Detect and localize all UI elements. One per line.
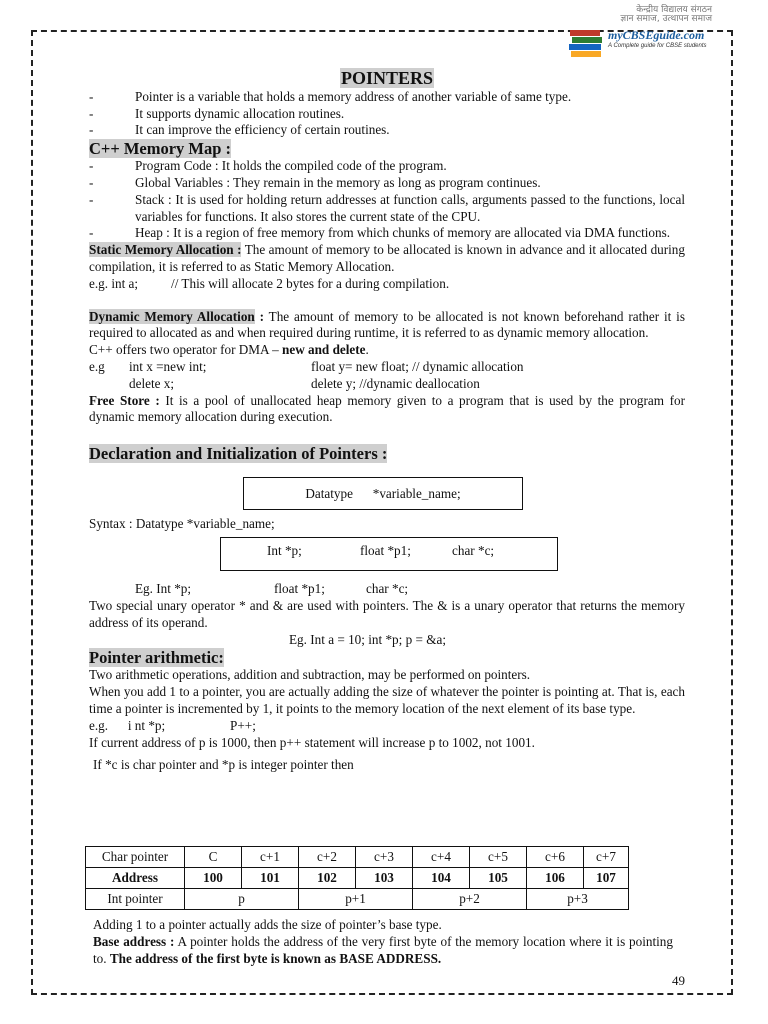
table-cell: c+7	[584, 847, 629, 868]
list-item: - Stack : It is used for holding return addresses at function calls, arguments passed to the functions, local variables for functions. It also stores the current state of the CPU.	[89, 191, 685, 224]
dma-example-row: e.g int x =new int; float y= new float; // dynamic allocation	[89, 358, 524, 374]
list-item: - Heap : It is a region of free memory from which chunks of memory are allocated via DMA functions.	[89, 225, 671, 241]
site-logo	[568, 6, 718, 58]
logo-hindi-line2: ज्ञान समाज, उत्थापन समाज	[620, 14, 712, 24]
table-cell: 107	[584, 868, 629, 889]
increment-example: e.g. i nt *p; P++;	[89, 717, 256, 733]
pointer-table	[85, 846, 629, 910]
page-number: 49	[672, 973, 685, 988]
eg-declaration-row: Eg. Int *p; float *p1; char *c;	[135, 580, 409, 596]
table-cell: c+4	[413, 847, 470, 868]
syntax-line: Syntax : Datatype *variable_name;	[89, 516, 275, 532]
table-cell: 103	[356, 868, 413, 889]
closing-text	[93, 917, 673, 967]
dynamic-allocation-paragraph: Dynamic Memory Allocation : The amount of memory to be allocated is not known beforehand rather it is required to allocated as and when required during runtime, it is referred to as dynamic memory allocation.	[89, 308, 685, 341]
table-cell: p	[185, 889, 299, 910]
logo-hindi-line1: केन्द्रीय विद्यालय संगठन	[636, 5, 712, 15]
arithmetic-p4: If *c is char pointer and *p is integer pointer then	[93, 757, 354, 773]
dma-example-row: delete x; delete y; //dynamic deallocation	[129, 375, 480, 391]
list-item: - It can improve the efficiency of certain routines.	[89, 122, 390, 138]
table-cell: c+3	[356, 847, 413, 868]
table-cell: 106	[527, 868, 584, 889]
logo-tagline: A Complete guide for CBSE students	[608, 43, 707, 49]
memory-map-heading: C++ Memory Map :	[89, 139, 232, 159]
arithmetic-p3: If current address of p is 1000, then p++ statement will increase p to 1002, not 1001.	[89, 734, 535, 750]
table-cell: 100	[185, 868, 242, 889]
pointer-table-wrapper	[85, 846, 629, 910]
list-item: - Pointer is a variable that holds a memory address of another variable of same type.	[89, 88, 572, 104]
base-address-paragraph: Base address : A pointer holds the address of the very first byte of the memory location where it is pointing to. The address of the first byte is known as BASE ADDRESS.	[93, 933, 673, 966]
table-cell: c+5	[470, 847, 527, 868]
logo-brand: myCBSEguide.com	[608, 28, 705, 42]
table-row	[86, 889, 629, 910]
list-item: - Global Variables : They remain in the memory as long as program continues.	[89, 174, 541, 190]
list-item: - It supports dynamic allocation routines.	[89, 105, 345, 121]
table-cell: p+1	[299, 889, 413, 910]
table-cell: Int pointer	[86, 889, 185, 910]
page-content	[89, 70, 685, 774]
table-cell: 102	[299, 868, 356, 889]
table-cell: 104	[413, 868, 470, 889]
example-box: Int *p; float *p1; char *c;	[220, 537, 558, 571]
table-cell: Address	[86, 868, 185, 889]
arithmetic-p2: When you add 1 to a pointer, you are actually adding the size of whatever the pointer is pointing at. That is, each time a pointer is incremented by 1, it points to the memory location of the next element of its base type.	[89, 684, 685, 716]
table-cell: c+2	[299, 847, 356, 868]
address-example: Eg. Int a = 10; int *p; p = &a;	[289, 631, 446, 647]
dma-operators: C++ offers two operator for DMA – new and delete.	[89, 342, 369, 358]
free-store-paragraph: Free Store : It is a pool of unallocated heap memory given to a program that is used by the program for dynamic memory allocation during execution.	[89, 392, 685, 425]
table-row	[86, 847, 629, 868]
declaration-heading: Declaration and Initialization of Pointers :	[89, 444, 388, 464]
table-cell: C	[185, 847, 242, 868]
table-cell: c+1	[242, 847, 299, 868]
list-item: - Program Code : It holds the compiled code of the program.	[89, 158, 447, 174]
table-cell: 105	[470, 868, 527, 889]
static-allocation-paragraph: Static Memory Allocation : The amount of memory to be allocated is known in advance and it allocated during compilation, it is referred to as Static Memory Allocation.	[89, 242, 685, 274]
adding-paragraph: Adding 1 to a pointer actually adds the size of pointer’s base type.	[93, 917, 442, 932]
table-cell: 101	[242, 868, 299, 889]
table-cell: Char pointer	[86, 847, 185, 868]
arithmetic-heading: Pointer arithmetic:	[89, 648, 224, 668]
static-example: e.g. int a; // This will allocate 2 bytes for a during compilation.	[89, 275, 450, 291]
arithmetic-p1: Two arithmetic operations, addition and subtraction, may be performed on pointers.	[89, 667, 531, 683]
page-title: POINTERS	[340, 68, 434, 88]
table-cell: p+2	[413, 889, 527, 910]
table-row	[86, 868, 629, 889]
table-cell: p+3	[527, 889, 629, 910]
books-icon	[568, 26, 606, 58]
table-cell: c+6	[527, 847, 584, 868]
syntax-box: Datatype *variable_name;	[243, 477, 523, 510]
unary-paragraph: Two special unary operator * and & are used with pointers. The & is a unary operator that returns the memory address of its operand.	[89, 597, 685, 630]
